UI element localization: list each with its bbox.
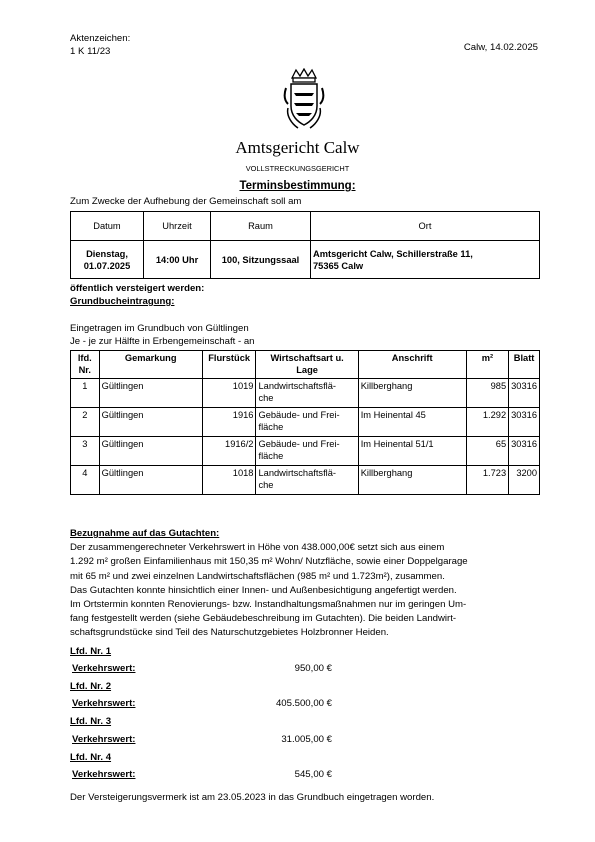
header-flurstueck: Flurstück: [202, 351, 256, 379]
cell-art-line2: che: [258, 393, 274, 403]
cell-art-line2: fläche: [258, 451, 284, 461]
cell-gemarkung: Gültlingen: [99, 437, 202, 466]
aktenzeichen-label: Aktenzeichen:: [70, 33, 131, 44]
header-ort: Ort: [311, 212, 540, 241]
cell-wirtschaftsart: [256, 379, 358, 408]
termin-row: [71, 241, 540, 279]
cell-blatt: 30316: [509, 379, 540, 408]
gutachten-line: Der zusammengerechneter Verkehrswert in Höhe von 438.000,00€ setzt sich aus einem: [70, 542, 445, 553]
lfd-nr-label: Lfd. Nr. 4: [70, 752, 112, 763]
gutachten-heading: Bezugnahme auf das Gutachten:: [70, 528, 220, 539]
termin-datum: [71, 241, 144, 279]
header-datum: Datum: [71, 212, 144, 241]
parcel-table: [70, 350, 540, 495]
termin-table: [70, 211, 540, 279]
cell-m2: 1.292: [466, 408, 508, 437]
place-date: Calw, 14.02.2025: [463, 42, 538, 53]
court-department: VOLLSTRECKUNGSGERICHT: [245, 164, 350, 173]
cell-art-line2: fläche: [258, 422, 284, 432]
cell-blatt: 30316: [509, 408, 540, 437]
cell-m2: 65: [466, 437, 508, 466]
table-row: [71, 466, 540, 495]
termin-datum-line2: 01.07.2025: [83, 260, 131, 271]
cell-lfd: 2: [71, 408, 100, 437]
cell-lfd: 1: [71, 379, 100, 408]
cell-art-line1: Landwirtschaftsflä-: [258, 381, 336, 391]
header-wirtschaftsart-line2: Lage: [296, 365, 318, 375]
header-blatt: Blatt: [509, 351, 540, 379]
cell-anschrift: Killberghang: [358, 466, 466, 495]
gutachten-line: Im Ortstermin konnten Renovierungs- bzw. Instandhaltungsmaßnahmen nur im geringen Um-: [70, 599, 467, 610]
termin-raum: 100, Sitzungssaal: [211, 241, 311, 279]
footer-text: Der Versteigerungsvermerk ist am 23.05.2023 in das Grundbuch eingetragen worden.: [70, 792, 435, 803]
table-row: [71, 437, 540, 466]
table-row: [71, 379, 540, 408]
gutachten-line: mit 65 m² und zwei einzelnen Landwirtschaftsflächen (985 m² und 1.723m²), zusammen.: [70, 571, 445, 582]
cell-art-line1: Gebäude- und Frei-: [258, 410, 340, 420]
cell-blatt: 3200: [509, 466, 540, 495]
cell-flurstueck: 1916: [202, 408, 256, 437]
header-gemarkung: Gemarkung: [99, 351, 202, 379]
header-lfd-line2: Nr.: [78, 365, 91, 375]
cell-lfd: 4: [71, 466, 100, 495]
termin-uhrzeit: 14:00 Uhr: [144, 241, 211, 279]
gutachten-line: Das Gutachten konnte hinsichtlich einer Innen- und Außenbesichtigung angefertigt werden.: [70, 585, 457, 596]
termin-datum-line1: Dienstag,: [86, 248, 128, 259]
cell-m2: 985: [466, 379, 508, 408]
cell-flurstueck: 1019: [202, 379, 256, 408]
cell-art-line1: Landwirtschaftsflä-: [258, 468, 336, 478]
cell-art-line2: che: [258, 480, 274, 490]
gutachten-line: fang festgestellt werden (siehe Gebäudebeschreibung im Gutachten). Die beiden Landwirt-: [70, 613, 457, 624]
anteil-text: Je - je zur Hälfte in Erbengemeinschaft - an: [70, 336, 255, 347]
header-uhrzeit: Uhrzeit: [144, 212, 211, 241]
header-raum: Raum: [211, 212, 311, 241]
cell-lfd: 3: [71, 437, 100, 466]
cell-gemarkung: Gültlingen: [99, 379, 202, 408]
header-wirtschaftsart: [256, 351, 358, 379]
termin-ort: [311, 241, 540, 279]
cell-wirtschaftsart: [256, 466, 358, 495]
header-m2: m²: [466, 351, 508, 379]
cell-flurstueck: 1916/2: [202, 437, 256, 466]
cell-m2: 1.723: [466, 466, 508, 495]
versteigert-text: öffentlich versteigert werden:: [70, 283, 205, 294]
termin-ort-line2: 75365 Calw: [313, 260, 364, 271]
lfd-nr-label: Lfd. Nr. 2: [70, 681, 112, 692]
cell-anschrift: Im Heinental 51/1: [358, 437, 466, 466]
lfd-nr-label: Lfd. Nr. 1: [70, 646, 112, 657]
verkehrswert-label: Verkehrswert:: [72, 734, 136, 745]
verkehrswert-value: 31.005,00 €: [281, 734, 332, 745]
cell-blatt: 30316: [509, 437, 540, 466]
cell-flurstueck: 1018: [202, 466, 256, 495]
lfd-nr-label: Lfd. Nr. 3: [70, 716, 112, 727]
cell-art-line1: Gebäude- und Frei-: [258, 439, 340, 449]
table-row: [71, 408, 540, 437]
eingetragen-text: Eingetragen im Grundbuch von Gültlingen: [70, 323, 249, 334]
verkehrswert-label: Verkehrswert:: [72, 698, 136, 709]
aktenzeichen-value: 1 K 11/23: [70, 46, 111, 57]
cell-wirtschaftsart: [256, 408, 358, 437]
header-lfd-line1: lfd.: [77, 353, 92, 363]
cell-anschrift: Im Heinental 45: [358, 408, 466, 437]
cell-gemarkung: Gültlingen: [99, 466, 202, 495]
verkehrswert-label: Verkehrswert:: [72, 663, 136, 674]
coat-of-arms-icon: [282, 68, 326, 132]
gutachten-line: 1.292 m² großen Einfamilienhaus mit 150,35 m² Wohn/ Nutzfläche, sowie einer Doppelgarage: [70, 556, 468, 567]
verkehrswert-label: Verkehrswert:: [72, 769, 136, 780]
cell-gemarkung: Gültlingen: [99, 408, 202, 437]
cell-wirtschaftsart: [256, 437, 358, 466]
verkehrswert-value: 405.500,00 €: [275, 698, 332, 709]
court-name: Amtsgericht Calw: [235, 138, 360, 157]
grundbuch-heading: Grundbucheintragung:: [70, 296, 175, 307]
intro-text: Zum Zwecke der Aufhebung der Gemeinschaft soll am: [70, 196, 302, 207]
header-lfd: [71, 351, 100, 379]
gutachten-line: schaftsgrundstücke sind Teil des Naturschutzgebietes Holzbronner Heiden.: [70, 627, 389, 638]
cell-anschrift: Killberghang: [358, 379, 466, 408]
termin-ort-line1: Amtsgericht Calw, Schillerstraße 11,: [313, 248, 473, 259]
header-anschrift: Anschrift: [358, 351, 466, 379]
parcel-header-row: [71, 351, 540, 379]
document-heading: Terminsbestimmung:: [239, 180, 356, 192]
verkehrswert-value: 545,00 €: [294, 769, 332, 780]
header-wirtschaftsart-line1: Wirtschaftsart u.: [270, 353, 344, 363]
verkehrswert-value: 950,00 €: [294, 663, 332, 674]
